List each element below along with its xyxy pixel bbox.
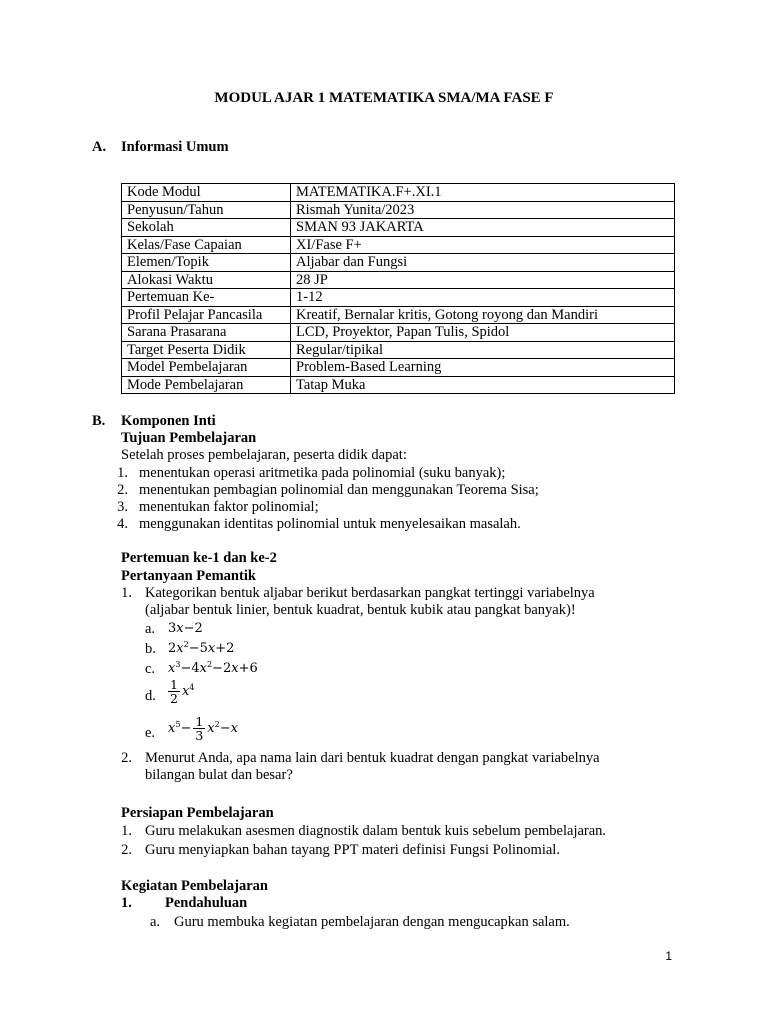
- row-value: Tatap Muka: [291, 376, 675, 394]
- row-value: 1-12: [291, 289, 675, 307]
- section-b-title: Komponen Inti: [121, 413, 216, 429]
- expression-c: $x^3-4x^2-2x+6$: [168, 660, 258, 676]
- table-row: [122, 324, 675, 342]
- option-label: e.: [145, 725, 156, 741]
- kegiatan-sub-title: Pendahuluan: [165, 895, 248, 911]
- list-number: 2.: [117, 482, 128, 498]
- row-value: Regular/tipikal: [291, 341, 675, 359]
- table-row: [122, 236, 675, 254]
- table-row: [122, 376, 675, 394]
- row-value: Kreatif, Bernalar kritis, Gotong royong dan Mandiri: [291, 306, 675, 324]
- row-key: Elemen/Topik: [122, 254, 291, 272]
- page-number: 1: [665, 949, 672, 963]
- question-text: Menurut Anda, apa nama lain dari bentuk kuadrat dengan pangkat variabelnya: [145, 750, 600, 766]
- row-key: Sekolah: [122, 219, 291, 237]
- kegiatan-item-label: a.: [150, 914, 161, 930]
- table-row: [122, 341, 675, 359]
- question-text-cont: bilangan bulat dan besar?: [145, 767, 293, 783]
- kegiatan-heading: Kegiatan Pembelajaran: [121, 878, 268, 894]
- row-value: 28 JP: [291, 271, 675, 289]
- row-key: Penyusun/Tahun: [122, 201, 291, 219]
- row-value: Rismah Yunita/2023: [291, 201, 675, 219]
- persiapan-heading: Persiapan Pembelajaran: [121, 805, 274, 821]
- row-value: Aljabar dan Fungsi: [291, 254, 675, 272]
- row-key: Sarana Prasarana: [122, 324, 291, 342]
- option-label: b.: [145, 641, 156, 657]
- table-row: [122, 254, 675, 272]
- row-value: MATEMATIKA.F+.XI.1: [291, 184, 675, 202]
- list-item: menentukan pembagian polinomial dan menggunakan Teorema Sisa;: [139, 482, 539, 498]
- tujuan-heading: Tujuan Pembelajaran: [121, 430, 257, 446]
- section-b-letter: B.: [92, 413, 106, 429]
- kegiatan-item-text: Guru membuka kegiatan pembelajaran dengan mengucapkan salam.: [174, 914, 570, 930]
- question-number: 1.: [121, 585, 132, 601]
- list-number: 2.: [121, 842, 132, 858]
- expression-a: 3x−2: [168, 621, 203, 636]
- pertemuan-heading: Pertemuan ke-1 dan ke-2: [121, 550, 277, 566]
- table-row: [122, 219, 675, 237]
- table-row: [122, 184, 675, 202]
- table-row: [122, 271, 675, 289]
- row-value: SMAN 93 JAKARTA: [291, 219, 675, 237]
- info-table: [121, 183, 675, 394]
- row-key: Profil Pelajar Pancasila: [122, 306, 291, 324]
- row-key: Kelas/Fase Capaian: [122, 236, 291, 254]
- kegiatan-sub-number: 1.: [121, 895, 132, 911]
- document-title: MODUL AJAR 1 MATEMATIKA SMA/MA FASE F: [214, 90, 554, 106]
- row-key: Target Peserta Didik: [122, 341, 291, 359]
- row-value: XI/Fase F+: [291, 236, 675, 254]
- table-row: [122, 306, 675, 324]
- list-item: menentukan operasi aritmetika pada polinomial (suku banyak);: [139, 465, 506, 481]
- row-key: Model Pembelajaran: [122, 359, 291, 377]
- option-label: c.: [145, 661, 156, 677]
- option-label: d.: [145, 688, 156, 704]
- section-a-title: Informasi Umum: [121, 139, 229, 155]
- row-key: Mode Pembelajaran: [122, 376, 291, 394]
- row-value: Problem-Based Learning: [291, 359, 675, 377]
- option-label: a.: [145, 621, 156, 637]
- list-item: Guru melakukan asesmen diagnostik dalam bentuk kuis sebelum pembelajaran.: [145, 823, 607, 839]
- tujuan-intro: Setelah proses pembelajaran, peserta didik dapat:: [121, 447, 407, 463]
- question-number: 2.: [121, 750, 132, 766]
- list-number: 1.: [117, 465, 128, 481]
- list-item: Guru menyiapkan bahan tayang PPT materi definisi Fungsi Polinomial.: [145, 842, 560, 858]
- list-item: menentukan faktor polinomial;: [139, 499, 319, 515]
- row-key: Alokasi Waktu: [122, 271, 291, 289]
- table-row: [122, 289, 675, 307]
- expression-b: $2x^2-5x+2$: [168, 640, 235, 656]
- list-number: 4.: [117, 516, 128, 532]
- expression-d: $\frac{1}{2}$ $x^4$: [170, 677, 195, 706]
- list-item: menggunakan identitas polinomial untuk menyelesaikan masalah.: [139, 516, 521, 532]
- expression-e: $x^5-$ $\frac{1}{3}$ $x^2-x$: [168, 714, 238, 743]
- row-key: Pertemuan Ke-: [122, 289, 291, 307]
- question-text-cont: (aljabar bentuk linier, bentuk kuadrat, bentuk kubik atau pangkat banyak)!: [145, 602, 576, 618]
- table-row: [122, 201, 675, 219]
- table-row: [122, 359, 675, 377]
- list-number: 1.: [121, 823, 132, 839]
- row-key: Kode Modul: [122, 184, 291, 202]
- section-a-letter: A.: [92, 139, 107, 155]
- row-value: LCD, Proyektor, Papan Tulis, Spidol: [291, 324, 675, 342]
- pemantik-heading: Pertanyaan Pemantik: [121, 568, 256, 584]
- question-text: Kategorikan bentuk aljabar berikut berdasarkan pangkat tertinggi variabelnya: [145, 585, 595, 601]
- list-number: 3.: [117, 499, 128, 515]
